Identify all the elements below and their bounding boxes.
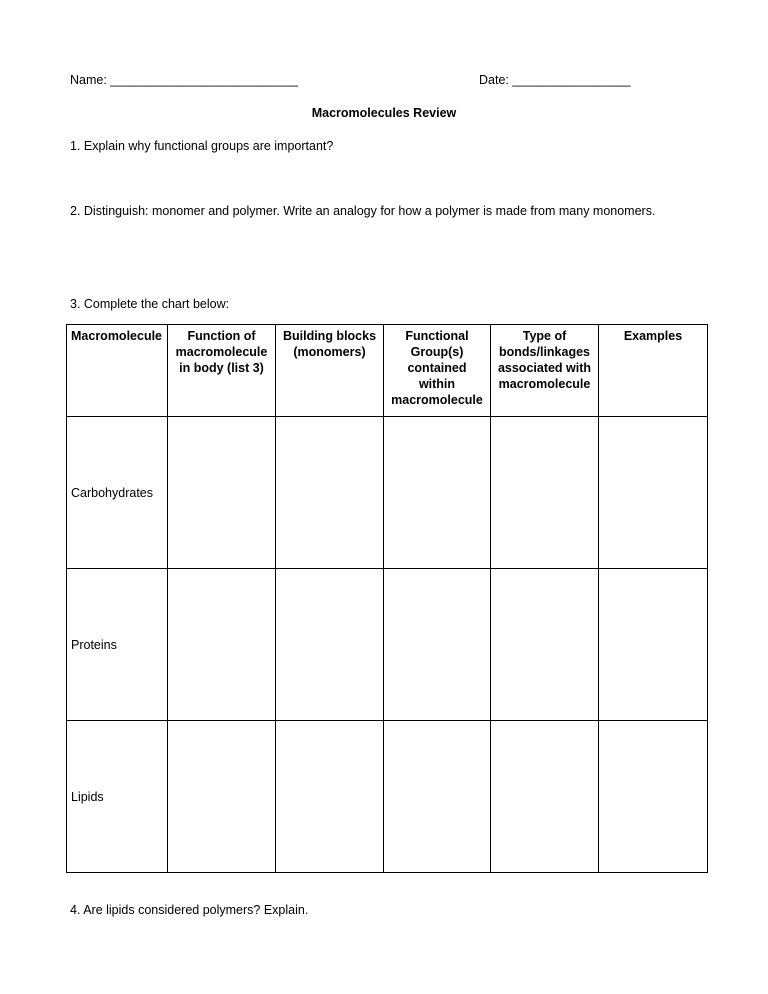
answer-cell[interactable] [491, 569, 599, 721]
question-3: 3. Complete the chart below: [70, 297, 230, 311]
page-title: Macromolecules Review [311, 106, 457, 120]
answer-cell[interactable] [384, 417, 491, 569]
answer-cell[interactable] [276, 721, 384, 873]
answer-cell[interactable] [384, 569, 491, 721]
answer-cell[interactable] [491, 417, 599, 569]
header-functional-groups: Functional Group(s) contained within macromolecule [384, 325, 491, 417]
answer-cell[interactable] [491, 721, 599, 873]
header-function: Function of macromolecule in body (list 3) [168, 325, 276, 417]
table-row [67, 417, 708, 569]
date-field-label: Date: _________________ [479, 73, 631, 87]
question-2: 2. Distinguish: monomer and polymer. Write an analogy for how a polymer is made from many monomers. [70, 204, 656, 218]
row-label-proteins: Proteins [67, 569, 168, 721]
answer-cell[interactable] [276, 569, 384, 721]
header-examples: Examples [599, 325, 708, 417]
answer-cell[interactable] [599, 721, 708, 873]
name-field-label: Name: ___________________________ [70, 73, 298, 87]
macromolecule-chart [66, 324, 708, 873]
question-4: 4. Are lipids considered polymers? Explain. [70, 903, 309, 917]
table-row [67, 721, 708, 873]
question-1: 1. Explain why functional groups are important? [70, 139, 334, 153]
answer-cell[interactable] [168, 721, 276, 873]
chart-header-row [67, 325, 708, 417]
header-building-blocks: Building blocks (monomers) [276, 325, 384, 417]
header-bond-types: Type of bonds/linkages associated with macromolecule [491, 325, 599, 417]
row-label-carbohydrates: Carbohydrates [67, 417, 168, 569]
table-row [67, 569, 708, 721]
answer-cell[interactable] [384, 721, 491, 873]
answer-cell[interactable] [599, 417, 708, 569]
header-macromolecule: Macromolecule [67, 325, 168, 417]
row-label-lipids: Lipids [67, 721, 168, 873]
answer-cell[interactable] [168, 569, 276, 721]
answer-cell[interactable] [599, 569, 708, 721]
answer-cell[interactable] [168, 417, 276, 569]
answer-cell[interactable] [276, 417, 384, 569]
